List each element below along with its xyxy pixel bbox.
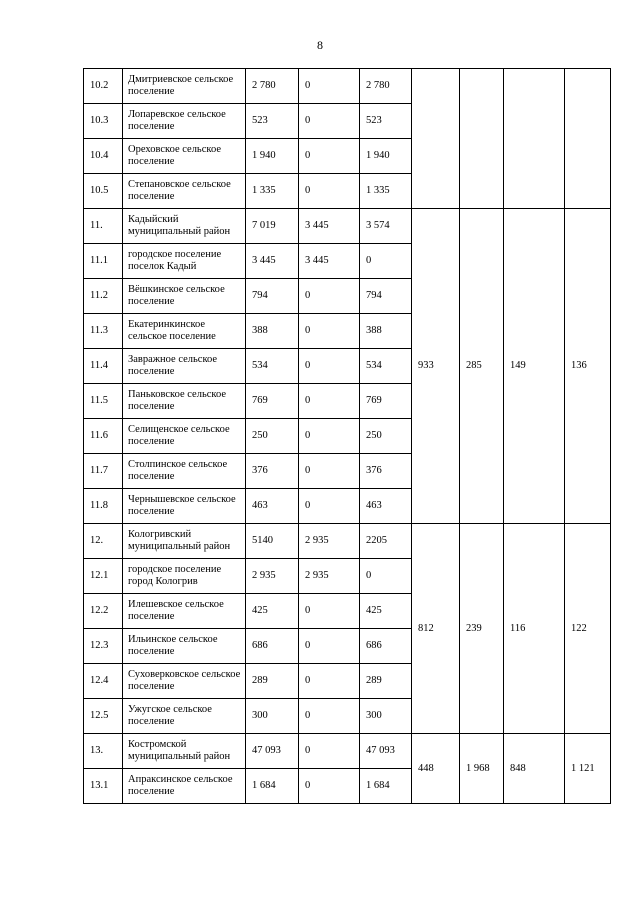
value-2-cell: 0	[299, 69, 360, 104]
group-value-b-cell: 1 968	[460, 734, 504, 804]
page-number: 8	[317, 38, 323, 52]
value-2-cell: 0	[299, 279, 360, 314]
value-1-cell: 794	[246, 279, 299, 314]
row-number-cell: 13.1	[84, 769, 123, 804]
municipal-data-table	[83, 68, 611, 804]
municipality-name-cell: Кадыйский муниципальный район	[123, 209, 246, 244]
value-2-cell: 0	[299, 454, 360, 489]
value-1-cell: 376	[246, 454, 299, 489]
value-1-cell: 2 935	[246, 559, 299, 594]
value-2-cell: 0	[299, 314, 360, 349]
group-value-c-cell: 149	[504, 209, 565, 524]
group-value-b-cell	[460, 69, 504, 209]
value-2-cell: 0	[299, 349, 360, 384]
municipality-name-cell: Илешевское сельское поселение	[123, 594, 246, 629]
value-3-cell: 1 684	[360, 769, 412, 804]
row-number-cell: 10.2	[84, 69, 123, 104]
value-2-cell: 0	[299, 139, 360, 174]
table-row	[84, 69, 611, 104]
value-3-cell: 2205	[360, 524, 412, 559]
municipality-name-cell: городское поселение поселок Кадый	[123, 244, 246, 279]
value-1-cell: 388	[246, 314, 299, 349]
municipality-name-cell: Суховерковское сельское поселение	[123, 664, 246, 699]
value-1-cell: 3 445	[246, 244, 299, 279]
value-3-cell: 1 940	[360, 139, 412, 174]
group-value-b-cell: 285	[460, 209, 504, 524]
row-number-cell: 11.1	[84, 244, 123, 279]
value-3-cell: 376	[360, 454, 412, 489]
value-1-cell: 47 093	[246, 734, 299, 769]
row-number-cell: 12.	[84, 524, 123, 559]
group-value-b-cell: 239	[460, 524, 504, 734]
municipality-name-cell: Столпинское сельское поселение	[123, 454, 246, 489]
row-number-cell: 10.3	[84, 104, 123, 139]
group-value-c-cell: 116	[504, 524, 565, 734]
value-3-cell: 0	[360, 559, 412, 594]
value-3-cell: 463	[360, 489, 412, 524]
group-value-d-cell: 1 121	[565, 734, 611, 804]
group-value-d-cell: 122	[565, 524, 611, 734]
value-1-cell: 300	[246, 699, 299, 734]
row-number-cell: 11.5	[84, 384, 123, 419]
group-value-c-cell: 848	[504, 734, 565, 804]
table-row	[84, 209, 611, 244]
value-1-cell: 250	[246, 419, 299, 454]
value-1-cell: 7 019	[246, 209, 299, 244]
value-1-cell: 523	[246, 104, 299, 139]
group-value-a-cell	[412, 69, 460, 209]
value-3-cell: 2 780	[360, 69, 412, 104]
municipality-name-cell: Екатеринкинское сельское поселение	[123, 314, 246, 349]
row-number-cell: 12.5	[84, 699, 123, 734]
municipality-name-cell: Ужугское сельское поселение	[123, 699, 246, 734]
municipality-name-cell: Степановское сельское поселение	[123, 174, 246, 209]
municipality-name-cell: Селищенское сельское поселение	[123, 419, 246, 454]
value-2-cell: 2 935	[299, 559, 360, 594]
value-3-cell: 523	[360, 104, 412, 139]
table-body	[84, 69, 611, 804]
value-2-cell: 0	[299, 594, 360, 629]
group-value-d-cell: 136	[565, 209, 611, 524]
value-3-cell: 794	[360, 279, 412, 314]
value-3-cell: 0	[360, 244, 412, 279]
value-1-cell: 769	[246, 384, 299, 419]
row-number-cell: 11.	[84, 209, 123, 244]
value-2-cell: 0	[299, 664, 360, 699]
row-number-cell: 13.	[84, 734, 123, 769]
value-1-cell: 1 684	[246, 769, 299, 804]
row-number-cell: 10.5	[84, 174, 123, 209]
value-1-cell: 463	[246, 489, 299, 524]
group-value-a-cell: 933	[412, 209, 460, 524]
row-number-cell: 11.6	[84, 419, 123, 454]
municipality-name-cell: Вёшкинское сельское поселение	[123, 279, 246, 314]
municipality-name-cell: Костромской муниципальный район	[123, 734, 246, 769]
municipality-name-cell: Лопаревское сельское поселение	[123, 104, 246, 139]
row-number-cell: 12.1	[84, 559, 123, 594]
value-3-cell: 769	[360, 384, 412, 419]
value-1-cell: 289	[246, 664, 299, 699]
value-1-cell: 1 940	[246, 139, 299, 174]
value-1-cell: 1 335	[246, 174, 299, 209]
group-value-c-cell	[504, 69, 565, 209]
municipality-name-cell: Апраксинское сельское поселение	[123, 769, 246, 804]
value-2-cell: 0	[299, 699, 360, 734]
value-3-cell: 289	[360, 664, 412, 699]
value-2-cell: 0	[299, 629, 360, 664]
value-2-cell: 0	[299, 734, 360, 769]
value-3-cell: 47 093	[360, 734, 412, 769]
value-2-cell: 0	[299, 104, 360, 139]
value-3-cell: 425	[360, 594, 412, 629]
value-3-cell: 3 574	[360, 209, 412, 244]
value-3-cell: 388	[360, 314, 412, 349]
row-number-cell: 10.4	[84, 139, 123, 174]
row-number-cell: 11.7	[84, 454, 123, 489]
value-1-cell: 5140	[246, 524, 299, 559]
value-2-cell: 0	[299, 489, 360, 524]
value-2-cell: 0	[299, 769, 360, 804]
municipality-name-cell: городское поселение город Кологрив	[123, 559, 246, 594]
value-1-cell: 2 780	[246, 69, 299, 104]
municipality-name-cell: Ореховское сельское поселение	[123, 139, 246, 174]
value-3-cell: 686	[360, 629, 412, 664]
value-1-cell: 425	[246, 594, 299, 629]
row-number-cell: 12.2	[84, 594, 123, 629]
row-number-cell: 12.3	[84, 629, 123, 664]
row-number-cell: 11.4	[84, 349, 123, 384]
municipality-name-cell: Кологривский муниципальный район	[123, 524, 246, 559]
row-number-cell: 11.3	[84, 314, 123, 349]
municipality-name-cell: Завражное сельское поселение	[123, 349, 246, 384]
value-1-cell: 534	[246, 349, 299, 384]
row-number-cell: 11.8	[84, 489, 123, 524]
value-2-cell: 0	[299, 174, 360, 209]
value-3-cell: 300	[360, 699, 412, 734]
value-3-cell: 250	[360, 419, 412, 454]
municipality-name-cell: Ильинское сельское поселение	[123, 629, 246, 664]
value-2-cell: 0	[299, 419, 360, 454]
value-2-cell: 3 445	[299, 209, 360, 244]
table-row	[84, 524, 611, 559]
row-number-cell: 11.2	[84, 279, 123, 314]
municipality-name-cell: Паньковское сельское поселение	[123, 384, 246, 419]
municipality-name-cell: Дмитриевское сельское поселение	[123, 69, 246, 104]
municipality-name-cell: Чернышевское сельское поселение	[123, 489, 246, 524]
group-value-a-cell: 448	[412, 734, 460, 804]
value-2-cell: 2 935	[299, 524, 360, 559]
value-1-cell: 686	[246, 629, 299, 664]
group-value-d-cell	[565, 69, 611, 209]
row-number-cell: 12.4	[84, 664, 123, 699]
value-2-cell: 3 445	[299, 244, 360, 279]
value-3-cell: 1 335	[360, 174, 412, 209]
table-row	[84, 734, 611, 769]
value-3-cell: 534	[360, 349, 412, 384]
group-value-a-cell: 812	[412, 524, 460, 734]
value-2-cell: 0	[299, 384, 360, 419]
